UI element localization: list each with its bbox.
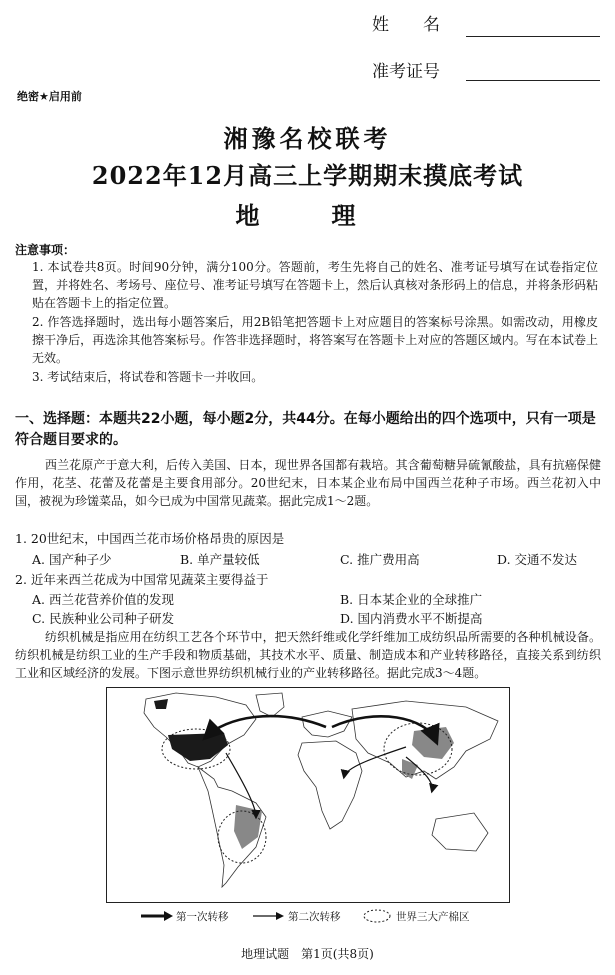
- legend-first-transfer-label: 第一次转移: [176, 911, 229, 923]
- question-1-option-c[interactable]: C. 推广费用高: [340, 552, 420, 567]
- passage-2: 纺织机械是指应用在纺织工艺各个环节中，把天然纤维或化学纤维加工成纺织品所需要的各种机械设备。纺织机械是纺织工业的生产手段和物质基础，其技术水平、质量、制造成本和产业转移路径，直接关系到纺织工业和区域经济的发展。下图示意世界纺织机械行业的产业转移路径。据此完成3～4题。: [15, 630, 601, 680]
- legend-cotton-area-label: 世界三大产棉区: [396, 911, 470, 923]
- page-footer: 地理试题 第1页(共8页): [241, 947, 374, 961]
- legend-second-transfer-label: 第二次转移: [288, 911, 341, 923]
- question-1-option-a[interactable]: A. 国产种子少: [32, 552, 112, 567]
- question-2-option-d[interactable]: D. 国内消费水平不断提高: [340, 611, 483, 626]
- question-2-stem: 2. 近年来西兰花成为中国常见蔬菜主要得益于: [15, 572, 269, 587]
- question-1-stem: 1. 20世纪末，中国西兰花市场价格昂贵的原因是: [15, 531, 285, 546]
- question-1-option-d[interactable]: D. 交通不发达: [497, 552, 578, 567]
- question-2-option-a[interactable]: A. 西兰花营养价值的发现: [32, 592, 174, 607]
- exam-title-line1: 湘豫名校联考: [223, 124, 392, 153]
- section-heading: 一、选择题：本题共22小题，每小题2分，共44分。在每小题给出的四个选项中，只有一项是符合题目要求的。: [15, 411, 596, 448]
- world-map-figure: [106, 687, 510, 903]
- question-1-option-b[interactable]: B. 单产量较低: [180, 552, 260, 567]
- name-field-line: [466, 36, 600, 37]
- legend-cotton-area-icon: [362, 908, 392, 924]
- notice-heading: 注意事项：: [15, 243, 76, 257]
- notice-item-2: 2. 作答选择题时，选出每小题答案后，用2B铅笔把答题卡上对应题目的答案标号涂黑。如需改动，用橡皮擦干净后，再选涂其他答案标号。作答非选择题时，将答案写在答题卡上对应的答题区域内。写在本试卷上无效。: [32, 315, 598, 365]
- question-2-option-c[interactable]: C. 民族种业公司种子研发: [32, 611, 175, 626]
- subject-title: 地 理: [235, 201, 380, 230]
- passage-1: 西兰花原产于意大利，后传入美国、日本，现世界各国都有栽培。其含葡萄糖异硫氰酸盐，具有抗癌保健作用，花茎、花蕾及花蕾是主要食用部分。20世纪末，日本某企业布局中国西兰花种子市场。西兰花初入中国，被视为珍馐菜品，如今已成为中国常见蔬菜。据此完成1～2题。: [15, 458, 601, 508]
- legend-first-transfer-icon: [140, 910, 174, 922]
- exam-title-line2: 2022年12月高三上学期期末摸底考试: [91, 161, 524, 190]
- exam-id-label: 准考证号: [372, 62, 440, 82]
- notice-item-3: 3. 考试结束后，将试卷和答题卡一并收回。: [32, 370, 264, 384]
- secret-label: 绝密★启用前: [17, 90, 82, 103]
- name-label: 姓 名: [372, 15, 440, 35]
- legend-second-transfer-icon: [252, 910, 286, 922]
- exam-id-field-line: [466, 80, 600, 81]
- question-2-option-b[interactable]: B. 日本某企业的全球推广: [340, 592, 483, 607]
- notice-item-1: 1. 本试卷共8页。时间90分钟，满分100分。答题前，考生先将自己的姓名、准考证号填写在试卷指定位置，并将姓名、考场号、座位号、准考证号填写在答题卡上，然后认真核对条形码上的信息，并将条形码粘贴在答题卡上的指定位置。: [32, 260, 598, 310]
